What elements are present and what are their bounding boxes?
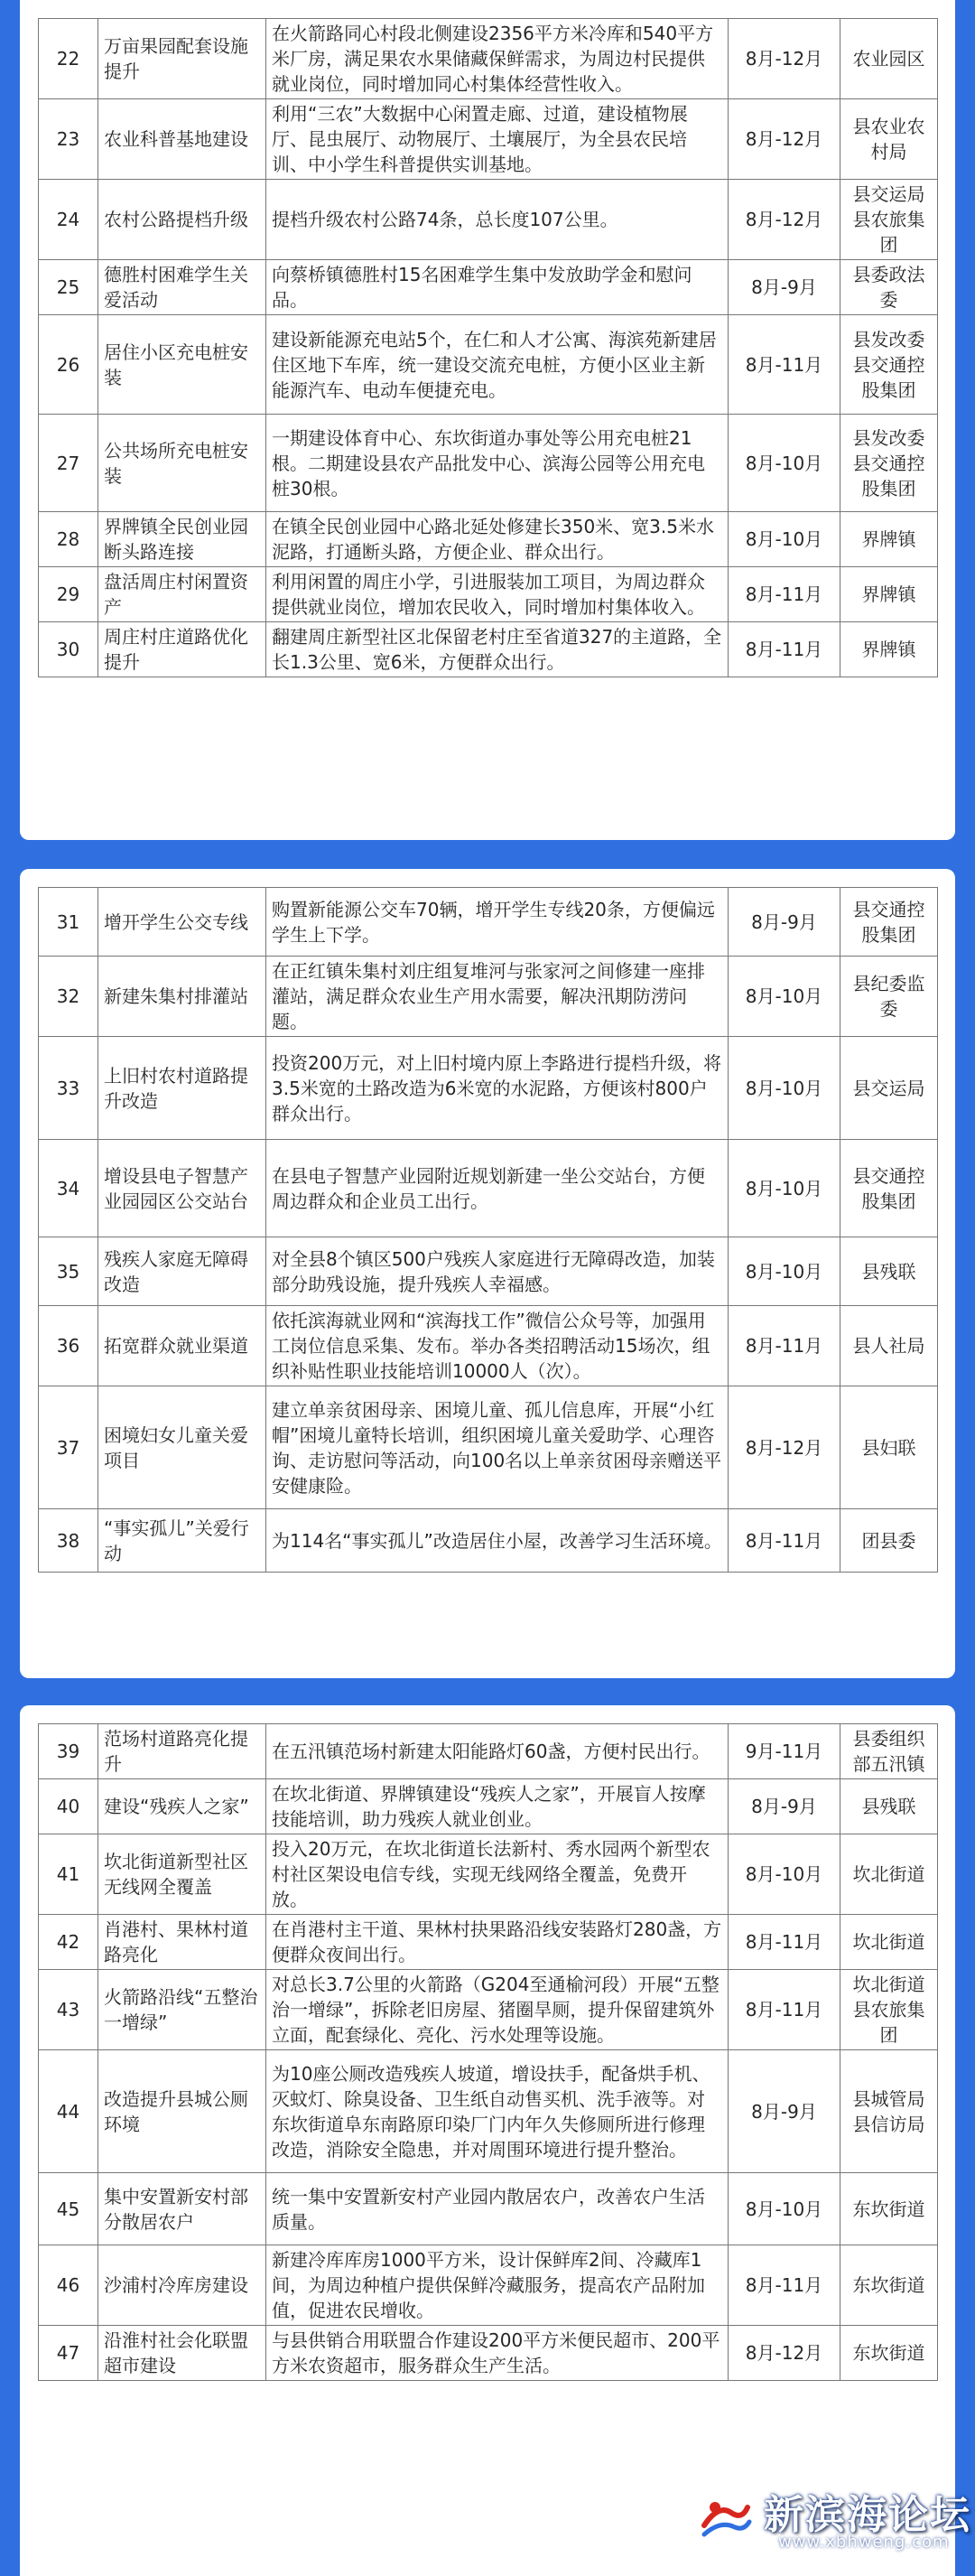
project-time: 8月-11月 [729, 1970, 840, 2050]
project-name: 范场村道路亮化提升 [98, 1724, 266, 1779]
table-row [39, 1779, 938, 1834]
responsible-unit: 界牌镇 [840, 622, 938, 677]
table-row [39, 1037, 938, 1140]
responsible-unit: 界牌镇 [840, 512, 938, 567]
row-number: 31 [39, 888, 98, 957]
responsible-unit: 县发改委县交通控股集团 [840, 315, 938, 415]
project-name: 沿淮村社会化联盟超市建设 [98, 2326, 266, 2381]
row-number: 45 [39, 2173, 98, 2245]
table-row [39, 1140, 938, 1237]
watermark-title: 新滨海论坛 [764, 2492, 971, 2538]
project-time: 8月-10月 [729, 2173, 840, 2245]
project-content: 为10座公厕改造残疾人坡道，增设扶手，配备烘手机、灭蚊灯、除臭设备、卫生纸自动售买机、洗手液等。对东坎街道阜东南路原印染厂门内年久失修厕所进行修理改造，消除安全隐患，并对周围环境进行提升整治。 [266, 2050, 729, 2173]
row-number: 35 [39, 1237, 98, 1306]
project-time: 8月-11月 [729, 315, 840, 415]
project-content: 为114名“事实孤儿”改造居住小屋，改善学习生活环境。 [266, 1509, 729, 1573]
row-number: 42 [39, 1915, 98, 1970]
project-name: 界牌镇全民创业园断头路连接 [98, 512, 266, 567]
row-number: 39 [39, 1724, 98, 1779]
project-name: “事实孤儿”关爱行动 [98, 1509, 266, 1573]
project-name: 居住小区充电桩安装 [98, 315, 266, 415]
project-time: 8月-9月 [729, 260, 840, 315]
row-number: 38 [39, 1509, 98, 1573]
row-number: 34 [39, 1140, 98, 1237]
table-row [39, 888, 938, 957]
project-name: 拓宽群众就业渠道 [98, 1306, 266, 1386]
project-content: 在镇全民创业园中心路北延处修建长350米、宽3.5米水泥路，打通断头路，方便企业、群众出行。 [266, 512, 729, 567]
project-table-body [39, 1724, 938, 2381]
row-number: 22 [39, 19, 98, 99]
project-name: 建设“残疾人之家” [98, 1779, 266, 1834]
project-name: 增开学生公交专线 [98, 888, 266, 957]
project-name: 坎北街道新型社区无线网全覆盖 [98, 1834, 266, 1915]
row-number: 44 [39, 2050, 98, 2173]
table-row [39, 1237, 938, 1306]
project-content: 对总长3.7公里的火箭路（G204至通榆河段）开展“五整治一增绿”，拆除老旧房屋、猪圈旱厕，提升保留建筑外立面，配套绿化、亮化、污水处理等设施。 [266, 1970, 729, 2050]
responsible-unit: 坎北街道 [840, 1915, 938, 1970]
project-content: 对全县8个镇区500户残疾人家庭进行无障碍改造，加装部分助残设施，提升残疾人幸福感。 [266, 1237, 729, 1306]
project-content: 建立单亲贫困母亲、困境儿童、孤儿信息库，开展“小红帽”困境儿童特长培训，组织困境儿童关爱助学、心理咨询、走访慰问等活动，向100名以上单亲贫困母亲赠送平安健康险。 [266, 1386, 729, 1509]
responsible-unit: 坎北街道县农旅集团 [840, 1970, 938, 2050]
project-content: 在县电子智慧产业园附近规划新建一坐公交站台，方便周边群众和企业员工出行。 [266, 1140, 729, 1237]
project-content: 利用“三农”大数据中心闲置走廊、过道，建设植物展厅、昆虫展厅、动物展厅、土壤展厅，为全县农民培训、中小学生科普提供实训基地。 [266, 99, 729, 180]
row-number: 36 [39, 1306, 98, 1386]
project-time: 8月-12月 [729, 2326, 840, 2381]
project-time: 8月-11月 [729, 1915, 840, 1970]
responsible-unit: 县交通控股集团 [840, 888, 938, 957]
row-number: 28 [39, 512, 98, 567]
responsible-unit: 东坎街道 [840, 2326, 938, 2381]
project-name: 火箭路沿线“五整治一增绿” [98, 1970, 266, 2050]
project-name: 周庄村庄道路优化提升 [98, 622, 266, 677]
watermark-url: www.xbhweng.com [778, 2533, 950, 2552]
project-table-1 [38, 18, 938, 677]
responsible-unit: 坎北街道 [840, 1834, 938, 1915]
row-number: 27 [39, 415, 98, 512]
table-row [39, 99, 938, 180]
table-row [39, 260, 938, 315]
project-name: 农村公路提档升级 [98, 180, 266, 260]
project-name: 上旧村农村道路提升改造 [98, 1037, 266, 1140]
project-time: 8月-10月 [729, 512, 840, 567]
project-name: 盘活周庄村闲置资产 [98, 567, 266, 622]
project-table-body [39, 19, 938, 677]
table-row [39, 180, 938, 260]
project-content: 提档升级农村公路74条，总长度107公里。 [266, 180, 729, 260]
table-row [39, 957, 938, 1037]
responsible-unit: 县残联 [840, 1779, 938, 1834]
project-content: 与县供销合用联盟合作建设200平方米便民超市、200平方米农资超市，服务群众生产生活。 [266, 2326, 729, 2381]
project-content: 新建冷库库房1000平方米，设计保鲜库2间、冷藏库1间，为周边种植户提供保鲜冷藏服务，提高农产品附加值，促进农民增收。 [266, 2245, 729, 2326]
table-row [39, 1509, 938, 1573]
responsible-unit: 县城管局县信访局 [840, 2050, 938, 2173]
project-content: 建设新能源充电站5个，在仁和人才公寓、海滨苑新建居住区地下车库，统一建设交流充电桩，方便小区业主新能源汽车、电动车便捷充电。 [266, 315, 729, 415]
project-content: 投资200万元，对上旧村境内原上李路进行提档升级，将3.5米宽的土路改造为6米宽的水泥路，方便该村800户群众出行。 [266, 1037, 729, 1140]
table-row [39, 512, 938, 567]
project-name: 困境妇女儿童关爱项目 [98, 1386, 266, 1509]
table-panel-3 [20, 1705, 955, 2576]
project-time: 8月-10月 [729, 1140, 840, 1237]
project-table-body [39, 888, 938, 1573]
project-time: 9月-11月 [729, 1724, 840, 1779]
project-time: 8月-9月 [729, 888, 840, 957]
table-row [39, 1970, 938, 2050]
row-number: 37 [39, 1386, 98, 1509]
row-number: 33 [39, 1037, 98, 1140]
table-row [39, 1306, 938, 1386]
responsible-unit: 县交通控股集团 [840, 1140, 938, 1237]
responsible-unit: 界牌镇 [840, 567, 938, 622]
responsible-unit: 县交运局县农旅集团 [840, 180, 938, 260]
project-name: 肖港村、果林村道路亮化 [98, 1915, 266, 1970]
project-content: 翻建周庄新型社区北保留老村庄至省道327的主道路，全长1.3公里、宽6米，方便群众出行。 [266, 622, 729, 677]
project-name: 德胜村困难学生关爱活动 [98, 260, 266, 315]
project-content: 在坎北街道、界牌镇建设“残疾人之家”，开展盲人按摩技能培训，助力残疾人就业创业。 [266, 1779, 729, 1834]
project-time: 8月-9月 [729, 2050, 840, 2173]
table-row [39, 622, 938, 677]
table-row [39, 415, 938, 512]
row-number: 23 [39, 99, 98, 180]
row-number: 29 [39, 567, 98, 622]
responsible-unit: 县交运局 [840, 1037, 938, 1140]
project-time: 8月-11月 [729, 622, 840, 677]
table-row [39, 1834, 938, 1915]
project-content: 利用闲置的周庄小学，引进服装加工项目，为周边群众提供就业岗位，增加农民收入，同时增加村集体收入。 [266, 567, 729, 622]
project-table-3 [38, 1723, 938, 2381]
responsible-unit: 县纪委监委 [840, 957, 938, 1037]
responsible-unit: 农业园区 [840, 19, 938, 99]
project-name: 集中安置新安村部分散居农户 [98, 2173, 266, 2245]
row-number: 41 [39, 1834, 98, 1915]
project-name: 万亩果园配套设施提升 [98, 19, 266, 99]
forum-logo-icon [692, 2486, 758, 2553]
project-name: 残疾人家庭无障碍改造 [98, 1237, 266, 1306]
project-content: 在正红镇朱集村刘庄组复堆河与张家河之间修建一座排灌站，满足群众农业生产用水需要，解决汛期防涝问题。 [266, 957, 729, 1037]
table-panel-2 [20, 869, 955, 1678]
project-time: 8月-10月 [729, 1237, 840, 1306]
project-content: 向蔡桥镇德胜村15名困难学生集中发放助学金和慰问品。 [266, 260, 729, 315]
project-time: 8月-12月 [729, 99, 840, 180]
table-row [39, 19, 938, 99]
project-content: 统一集中安置新安村产业园内散居农户，改善农户生活质量。 [266, 2173, 729, 2245]
row-number: 30 [39, 622, 98, 677]
responsible-unit: 东坎街道 [840, 2245, 938, 2326]
project-content: 在火箭路同心村段北侧建设2356平方米冷库和540平方米厂房，满足果农水果储藏保鲜需求，为周边村民提供就业岗位，同时增加同心村集体经营性收入。 [266, 19, 729, 99]
project-name: 公共场所充电桩安装 [98, 415, 266, 512]
table-row [39, 315, 938, 415]
table-row [39, 2050, 938, 2173]
row-number: 46 [39, 2245, 98, 2326]
project-time: 8月-11月 [729, 1306, 840, 1386]
project-content: 一期建设体育中心、东坎街道办事处等公用充电桩21根。二期建设县农产品批发中心、滨海公园等公用充电桩30根。 [266, 415, 729, 512]
project-time: 8月-11月 [729, 567, 840, 622]
project-content: 在五汛镇范场村新建太阳能路灯60盏，方便村民出行。 [266, 1724, 729, 1779]
project-content: 在肖港村主干道、果林村抉果路沿线安装路灯280盏，方便群众夜间出行。 [266, 1915, 729, 1970]
responsible-unit: 县发改委县交通控股集团 [840, 415, 938, 512]
responsible-unit: 东坎街道 [840, 2173, 938, 2245]
table-row [39, 1724, 938, 1779]
project-time: 8月-11月 [729, 2245, 840, 2326]
table-row [39, 1386, 938, 1509]
site-watermark [688, 2480, 971, 2558]
row-number: 43 [39, 1970, 98, 2050]
project-content: 购置新能源公交车70辆，增开学生专线20条，方便偏远学生上下学。 [266, 888, 729, 957]
table-row [39, 2326, 938, 2381]
project-time: 8月-10月 [729, 415, 840, 512]
project-name: 增设县电子智慧产业园园区公交站台 [98, 1140, 266, 1237]
responsible-unit: 县残联 [840, 1237, 938, 1306]
table-row [39, 567, 938, 622]
project-name: 沙浦村冷库房建设 [98, 2245, 266, 2326]
project-content: 依托滨海就业网和“滨海找工作”微信公众号等，加强用工岗位信息采集、发布。举办各类招聘活动15场次，组织补贴性职业技能培训10000人（次）。 [266, 1306, 729, 1386]
project-time: 8月-12月 [729, 1386, 840, 1509]
responsible-unit: 县委政法委 [840, 260, 938, 315]
project-time: 8月-10月 [729, 957, 840, 1037]
row-number: 47 [39, 2326, 98, 2381]
project-time: 8月-12月 [729, 180, 840, 260]
project-name: 改造提升县城公厕环境 [98, 2050, 266, 2173]
table-row [39, 2245, 938, 2326]
project-table-2 [38, 887, 938, 1573]
row-number: 26 [39, 315, 98, 415]
table-row [39, 2173, 938, 2245]
project-name: 农业科普基地建设 [98, 99, 266, 180]
project-name: 新建朱集村排灌站 [98, 957, 266, 1037]
row-number: 40 [39, 1779, 98, 1834]
responsible-unit: 县委组织部五汛镇 [840, 1724, 938, 1779]
project-time: 8月-9月 [729, 1779, 840, 1834]
table-row [39, 1915, 938, 1970]
project-time: 8月-11月 [729, 1509, 840, 1573]
row-number: 24 [39, 180, 98, 260]
project-content: 投入20万元，在坎北街道长法新村、秀水园两个新型农村社区架设电信专线，实现无线网络全覆盖，免费开放。 [266, 1834, 729, 1915]
project-time: 8月-10月 [729, 1037, 840, 1140]
table-panel-1 [20, 0, 955, 840]
row-number: 25 [39, 260, 98, 315]
responsible-unit: 县农业农村局 [840, 99, 938, 180]
row-number: 32 [39, 957, 98, 1037]
responsible-unit: 县妇联 [840, 1386, 938, 1509]
project-time: 8月-12月 [729, 19, 840, 99]
responsible-unit: 团县委 [840, 1509, 938, 1573]
responsible-unit: 县人社局 [840, 1306, 938, 1386]
project-time: 8月-10月 [729, 1834, 840, 1915]
